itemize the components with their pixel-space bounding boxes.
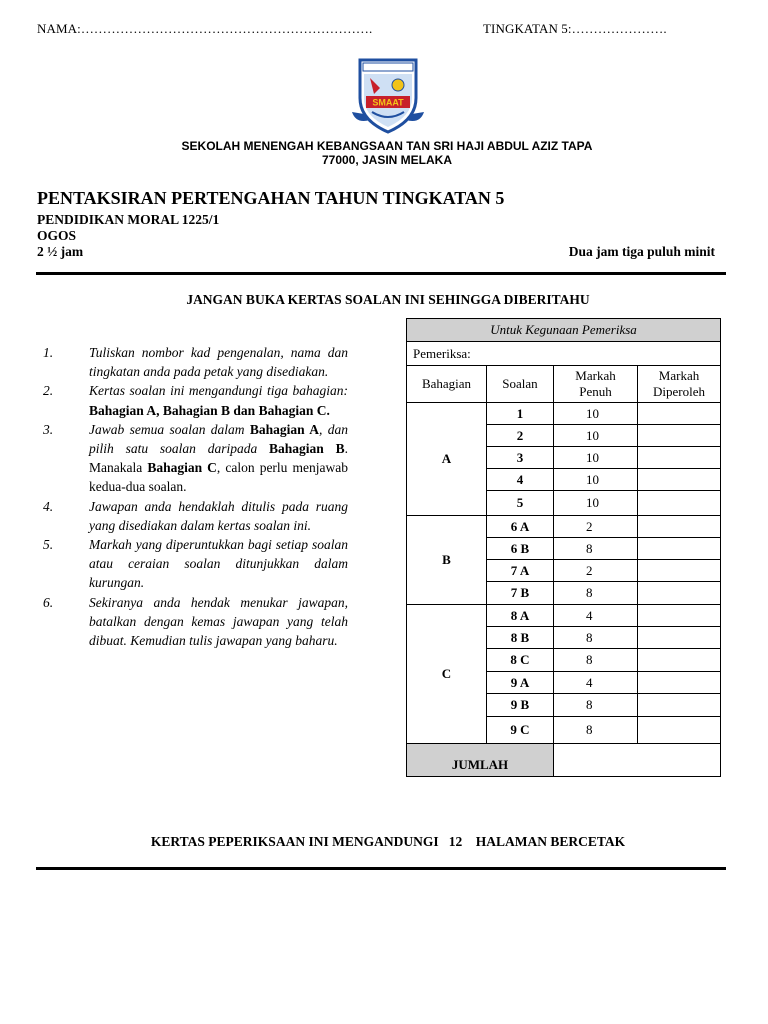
school-name: SEKOLAH MENENGAH KEBANGSAAN TAN SRI HAJI ABDUL AZIZ TAPA [181,139,593,153]
question-number-cell: 8 B [486,626,554,649]
full-mark-cell: 10 [553,490,638,516]
form-field: TINGKATAN 5:…………………. [483,21,667,36]
full-mark-cell: 8 [553,648,638,672]
full-mark-cell: 8 [553,693,638,717]
question-number-cell: 9 B [486,693,554,717]
header-divider [36,272,726,275]
total-label: JUMLAH [406,743,554,777]
obtained-mark-cell[interactable] [637,490,721,516]
full-mark-cell: 4 [553,604,638,627]
question-number-cell: 6 B [486,537,554,560]
instruction-item: 3. Jawab semua soalan dalam Bahagian A, dan pilih satu soalan daripada Bahagian B. Manakala Bahagian C, calon perlu menjawab kedua-dua soalan. [43,421,349,495]
question-number-cell: 3 [486,446,554,469]
obtained-mark-cell[interactable] [637,402,721,425]
question-number-cell: 7 A [486,559,554,582]
obtained-mark-cell[interactable] [637,626,721,649]
full-mark-cell: 8 [553,537,638,560]
header-bahagian: Bahagian [406,365,487,403]
instruction-item: 4. Jawapan anda hendaklah ditulis pada ruang yang disediakan dalam kertas soalan ini. [43,498,348,533]
section-b-cell: B [406,515,487,605]
question-number-cell: 1 [486,402,554,425]
obtained-mark-cell[interactable] [637,515,721,538]
full-mark-cell: 8 [553,716,638,744]
duration-long: Dua jam tiga puluh minit [568,244,715,259]
instruction-item: 2. Kertas soalan ini mengandungi tiga bahagian: Bahagian A, Bahagian B dan Bahagian C. [43,383,348,418]
table-title: Untuk Kegunaan Pemeriksa [406,318,721,342]
instructions-list [43,343,348,650]
full-mark-cell: 8 [553,626,638,649]
question-number-cell: 2 [486,424,554,447]
name-field: NAMA:…………………………………………………………. [37,21,373,36]
full-mark-cell: 4 [553,671,638,694]
obtained-mark-cell[interactable] [637,604,721,627]
full-mark-cell: 10 [553,424,638,447]
header-markah-penuh: Markah Penuh [553,365,638,403]
page-count-footer: KERTAS PEPERIKSAAN INI MENGANDUNGI 12 HALAMAN BERCETAK [150,834,626,849]
question-number-cell: 8 C [486,648,554,672]
instruction-item: 6. Sekiranya anda hendak menukar jawapan, batalkan dengan kemas jawapan yang telah dibuat. Kemudian tulis jawapan yang baharu. [43,594,348,649]
exam-title: PENTAKSIRAN PERTENGAHAN TAHUN TINGKATAN 5 [37,188,505,208]
obtained-mark-cell[interactable] [637,446,721,469]
header-markah-diperoleh: Markah Diperoleh [637,365,721,403]
full-mark-cell: 8 [553,581,638,605]
obtained-mark-cell[interactable] [637,559,721,582]
question-number-cell: 4 [486,468,554,491]
obtained-mark-cell[interactable] [637,716,721,744]
school-crest-logo [350,54,426,136]
obtained-mark-cell[interactable] [637,424,721,447]
section-c-cell: C [406,604,487,744]
question-number-cell: 5 [486,490,554,516]
question-number-cell: 9 A [486,671,554,694]
footer-divider [36,867,726,870]
full-mark-cell: 10 [553,468,638,491]
full-mark-cell: 10 [553,446,638,469]
full-mark-cell: 10 [553,402,638,425]
question-number-cell: 7 B [486,581,554,605]
instruction-item: 1. Tuliskan nombor kad pengenalan, nama dan tingkatan anda pada petak yang disediakan. [43,345,348,380]
obtained-mark-cell[interactable] [637,693,721,717]
crest-text: SMAAT [372,97,404,108]
do-not-open-notice: JANGAN BUKA KERTAS SOALAN INI SEHINGGA DIBERITAHU [186,292,590,307]
duration-short: 2 ½ jam [37,244,84,259]
exam-month: OGOS [37,228,77,243]
full-mark-cell: 2 [553,559,638,582]
section-a-cell: A [406,402,487,516]
obtained-mark-cell[interactable] [637,468,721,491]
obtained-mark-cell[interactable] [637,671,721,694]
obtained-mark-cell[interactable] [637,648,721,672]
examiner-label: Pemeriksa: [406,341,721,366]
examiner-marks-table [406,318,721,777]
subject-code: PENDIDIKAN MORAL 1225/1 [37,212,220,227]
school-address: 77000, JASIN MELAKA [321,153,453,167]
obtained-mark-cell[interactable] [637,537,721,560]
question-number-cell: 9 C [486,716,554,744]
obtained-mark-cell[interactable] [637,581,721,605]
question-number-cell: 6 A [486,515,554,538]
full-mark-cell: 2 [553,515,638,538]
instruction-item: 5. Markah yang diperuntukkan bagi setiap soalan atau ceraian soalan ditunjukkan dalam kurungan. [43,537,348,591]
header-soalan: Soalan [486,365,554,403]
question-number-cell: 8 A [486,604,554,627]
total-score-box[interactable] [553,743,721,777]
